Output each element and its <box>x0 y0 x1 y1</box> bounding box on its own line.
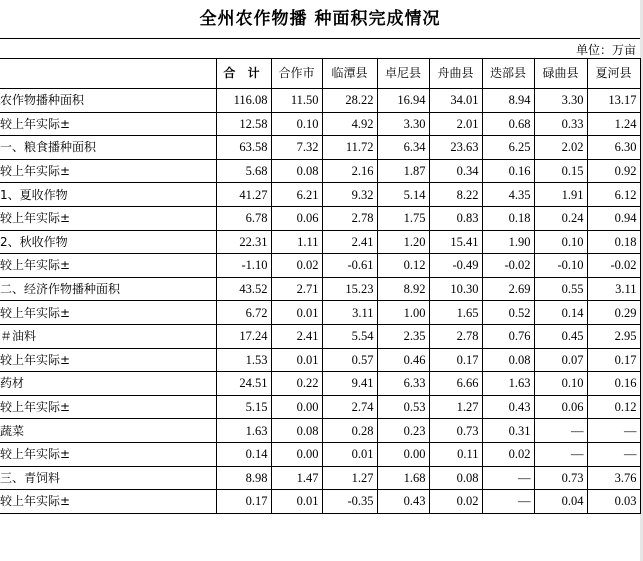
table-row <box>0 230 640 254</box>
row-label: 1、夏收作物 <box>0 183 216 207</box>
row-label: 一、粮食播种面积 <box>0 136 216 160</box>
value-cell: 8.94 <box>482 89 534 113</box>
value-cell: 9.41 <box>322 372 377 396</box>
value-cell: 6.33 <box>377 372 429 396</box>
value-cell: 0.18 <box>482 206 534 230</box>
value-cell: 1.65 <box>429 301 482 325</box>
value-cell: -0.49 <box>429 254 482 278</box>
table-row <box>0 183 640 207</box>
table-row <box>0 395 640 419</box>
value-cell: 0.03 <box>587 490 640 514</box>
value-cell: — <box>482 490 534 514</box>
value-cell: 1.27 <box>322 466 377 490</box>
value-cell: 1.68 <box>377 466 429 490</box>
row-label: 蔬菜 <box>0 419 216 443</box>
value-cell: 1.63 <box>216 419 271 443</box>
header-row <box>0 59 640 89</box>
value-cell: 3.11 <box>322 301 377 325</box>
value-cell: 0.31 <box>482 419 534 443</box>
value-cell: 7.32 <box>271 136 322 160</box>
header-xiahe: 夏河县 <box>587 59 640 89</box>
value-cell: 0.01 <box>322 442 377 466</box>
value-cell: 0.04 <box>534 490 587 514</box>
header-luqu: 碌曲县 <box>534 59 587 89</box>
value-cell: 3.76 <box>587 466 640 490</box>
value-cell: 0.08 <box>482 348 534 372</box>
unit-row <box>0 38 640 59</box>
value-cell: 2.02 <box>534 136 587 160</box>
value-cell: 0.29 <box>587 301 640 325</box>
value-cell: 5.68 <box>216 159 271 183</box>
value-cell: 2.78 <box>322 206 377 230</box>
value-cell: 22.31 <box>216 230 271 254</box>
value-cell: 41.27 <box>216 183 271 207</box>
value-cell: 0.23 <box>377 419 429 443</box>
value-cell: 1.63 <box>482 372 534 396</box>
value-cell: 6.66 <box>429 372 482 396</box>
value-cell: 0.83 <box>429 206 482 230</box>
row-label: 2、秋收作物 <box>0 230 216 254</box>
value-cell: 6.72 <box>216 301 271 325</box>
value-cell: 3.30 <box>534 89 587 113</box>
value-cell: 0.57 <box>322 348 377 372</box>
value-cell: -0.02 <box>587 254 640 278</box>
header-lintan: 临潭县 <box>322 59 377 89</box>
value-cell: 4.92 <box>322 112 377 136</box>
value-cell: 1.47 <box>271 466 322 490</box>
value-cell: 0.33 <box>534 112 587 136</box>
value-cell: 12.58 <box>216 112 271 136</box>
value-cell: 2.41 <box>322 230 377 254</box>
value-cell: 1.24 <box>587 112 640 136</box>
value-cell: 6.21 <box>271 183 322 207</box>
table-row <box>0 442 640 466</box>
row-label: 较上年实际± <box>0 442 216 466</box>
value-cell: 2.74 <box>322 395 377 419</box>
table-row <box>0 159 640 183</box>
value-cell: 13.17 <box>587 89 640 113</box>
row-label: 较上年实际± <box>0 159 216 183</box>
table-row <box>0 466 640 490</box>
value-cell: 8.98 <box>216 466 271 490</box>
value-cell: 11.72 <box>322 136 377 160</box>
row-label: 二、经济作物播种面积 <box>0 277 216 301</box>
value-cell: 2.35 <box>377 324 429 348</box>
value-cell: 0.52 <box>482 301 534 325</box>
value-cell: 9.32 <box>322 183 377 207</box>
value-cell: 0.17 <box>216 490 271 514</box>
value-cell: 1.27 <box>429 395 482 419</box>
value-cell: 0.76 <box>482 324 534 348</box>
value-cell: 0.73 <box>429 419 482 443</box>
value-cell: 0.14 <box>534 301 587 325</box>
value-cell: 8.22 <box>429 183 482 207</box>
value-cell: 16.94 <box>377 89 429 113</box>
table-row <box>0 301 640 325</box>
value-cell: 15.41 <box>429 230 482 254</box>
value-cell: 43.52 <box>216 277 271 301</box>
value-cell: 0.18 <box>587 230 640 254</box>
value-cell: 0.17 <box>429 348 482 372</box>
value-cell: 0.01 <box>271 348 322 372</box>
row-label: 农作物播种面积 <box>0 89 216 113</box>
table-row <box>0 348 640 372</box>
unit-label: 单位：万亩 <box>575 43 636 57</box>
value-cell: 11.50 <box>271 89 322 113</box>
value-cell: -0.35 <box>322 490 377 514</box>
value-cell: 2.71 <box>271 277 322 301</box>
crop-area-table <box>0 58 641 514</box>
value-cell: 116.08 <box>216 89 271 113</box>
value-cell: 1.91 <box>534 183 587 207</box>
value-cell: 0.34 <box>429 159 482 183</box>
value-cell: 0.08 <box>271 419 322 443</box>
value-cell: 2.95 <box>587 324 640 348</box>
value-cell: 3.30 <box>377 112 429 136</box>
value-cell: 6.34 <box>377 136 429 160</box>
value-cell: — <box>482 466 534 490</box>
value-cell: 0.46 <box>377 348 429 372</box>
value-cell: 0.16 <box>587 372 640 396</box>
value-cell: 0.00 <box>377 442 429 466</box>
value-cell: 0.94 <box>587 206 640 230</box>
value-cell: 0.16 <box>482 159 534 183</box>
value-cell: 15.23 <box>322 277 377 301</box>
value-cell: 0.22 <box>271 372 322 396</box>
table-row <box>0 419 640 443</box>
header-zhouqu: 舟曲县 <box>429 59 482 89</box>
value-cell: 2.69 <box>482 277 534 301</box>
value-cell: 5.15 <box>216 395 271 419</box>
table-row <box>0 372 640 396</box>
row-label: 药材 <box>0 372 216 396</box>
value-cell: 0.73 <box>534 466 587 490</box>
value-cell: 0.55 <box>534 277 587 301</box>
value-cell: 5.14 <box>377 183 429 207</box>
value-cell: 0.14 <box>216 442 271 466</box>
row-label: 较上年实际± <box>0 206 216 230</box>
table-row <box>0 112 640 136</box>
value-cell: 0.92 <box>587 159 640 183</box>
value-cell: — <box>534 419 587 443</box>
value-cell: -1.10 <box>216 254 271 278</box>
value-cell: 0.00 <box>271 442 322 466</box>
value-cell: 0.08 <box>271 159 322 183</box>
table-row <box>0 254 640 278</box>
value-cell: 10.30 <box>429 277 482 301</box>
value-cell: 0.45 <box>534 324 587 348</box>
value-cell: 0.07 <box>534 348 587 372</box>
value-cell: 63.58 <box>216 136 271 160</box>
value-cell: -0.10 <box>534 254 587 278</box>
value-cell: 28.22 <box>322 89 377 113</box>
value-cell: 6.30 <box>587 136 640 160</box>
table-row <box>0 490 640 514</box>
value-cell: 1.20 <box>377 230 429 254</box>
value-cell: 17.24 <box>216 324 271 348</box>
value-cell: 0.02 <box>429 490 482 514</box>
value-cell: — <box>587 419 640 443</box>
value-cell: 2.16 <box>322 159 377 183</box>
value-cell: 0.06 <box>271 206 322 230</box>
value-cell: 0.00 <box>271 395 322 419</box>
value-cell: — <box>587 442 640 466</box>
value-cell: 0.53 <box>377 395 429 419</box>
value-cell: 0.10 <box>534 372 587 396</box>
header-total: 合 计 <box>216 59 271 89</box>
row-label: 较上年实际± <box>0 395 216 419</box>
value-cell: 0.12 <box>587 395 640 419</box>
value-cell: 24.51 <box>216 372 271 396</box>
value-cell: 0.12 <box>377 254 429 278</box>
table-row <box>0 136 640 160</box>
value-cell: 1.11 <box>271 230 322 254</box>
value-cell: — <box>534 442 587 466</box>
value-cell: 6.25 <box>482 136 534 160</box>
value-cell: 5.54 <box>322 324 377 348</box>
value-cell: 0.10 <box>271 112 322 136</box>
value-cell: 2.01 <box>429 112 482 136</box>
value-cell: 2.41 <box>271 324 322 348</box>
value-cell: 0.15 <box>534 159 587 183</box>
value-cell: 2.78 <box>429 324 482 348</box>
value-cell: 0.17 <box>587 348 640 372</box>
value-cell: 0.43 <box>377 490 429 514</box>
value-cell: 0.43 <box>482 395 534 419</box>
value-cell: 0.68 <box>482 112 534 136</box>
row-label: 较上年实际± <box>0 112 216 136</box>
table-row <box>0 206 640 230</box>
header-hezuo: 合作市 <box>271 59 322 89</box>
row-label: 较上年实际± <box>0 348 216 372</box>
value-cell: -0.02 <box>482 254 534 278</box>
value-cell: 1.90 <box>482 230 534 254</box>
value-cell: 0.24 <box>534 206 587 230</box>
table-body <box>0 59 640 514</box>
value-cell: 6.78 <box>216 206 271 230</box>
row-label: 三、青饲料 <box>0 466 216 490</box>
value-cell: 0.01 <box>271 301 322 325</box>
row-label: 较上年实际± <box>0 490 216 514</box>
value-cell: 0.02 <box>482 442 534 466</box>
row-label: 较上年实际± <box>0 254 216 278</box>
value-cell: 0.08 <box>429 466 482 490</box>
header-label-cell <box>0 59 216 89</box>
value-cell: 8.92 <box>377 277 429 301</box>
value-cell: 34.01 <box>429 89 482 113</box>
header-zhuoni: 卓尼县 <box>377 59 429 89</box>
value-cell: 0.28 <box>322 419 377 443</box>
header-diebu: 迭部县 <box>482 59 534 89</box>
table-row <box>0 89 640 113</box>
value-cell: 4.35 <box>482 183 534 207</box>
table-row <box>0 277 640 301</box>
value-cell: 0.01 <box>271 490 322 514</box>
value-cell: 0.10 <box>534 230 587 254</box>
row-label: 较上年实际± <box>0 301 216 325</box>
value-cell: 23.63 <box>429 136 482 160</box>
value-cell: 1.87 <box>377 159 429 183</box>
value-cell: 0.02 <box>271 254 322 278</box>
value-cell: 1.53 <box>216 348 271 372</box>
value-cell: 3.11 <box>587 277 640 301</box>
value-cell: 6.12 <box>587 183 640 207</box>
page-title: 全州农作物播 种面积完成情况 <box>199 9 441 29</box>
value-cell: 1.00 <box>377 301 429 325</box>
table-row <box>0 324 640 348</box>
row-label: ＃油料 <box>0 324 216 348</box>
value-cell: 1.75 <box>377 206 429 230</box>
value-cell: -0.61 <box>322 254 377 278</box>
value-cell: 0.06 <box>534 395 587 419</box>
value-cell: 0.11 <box>429 442 482 466</box>
